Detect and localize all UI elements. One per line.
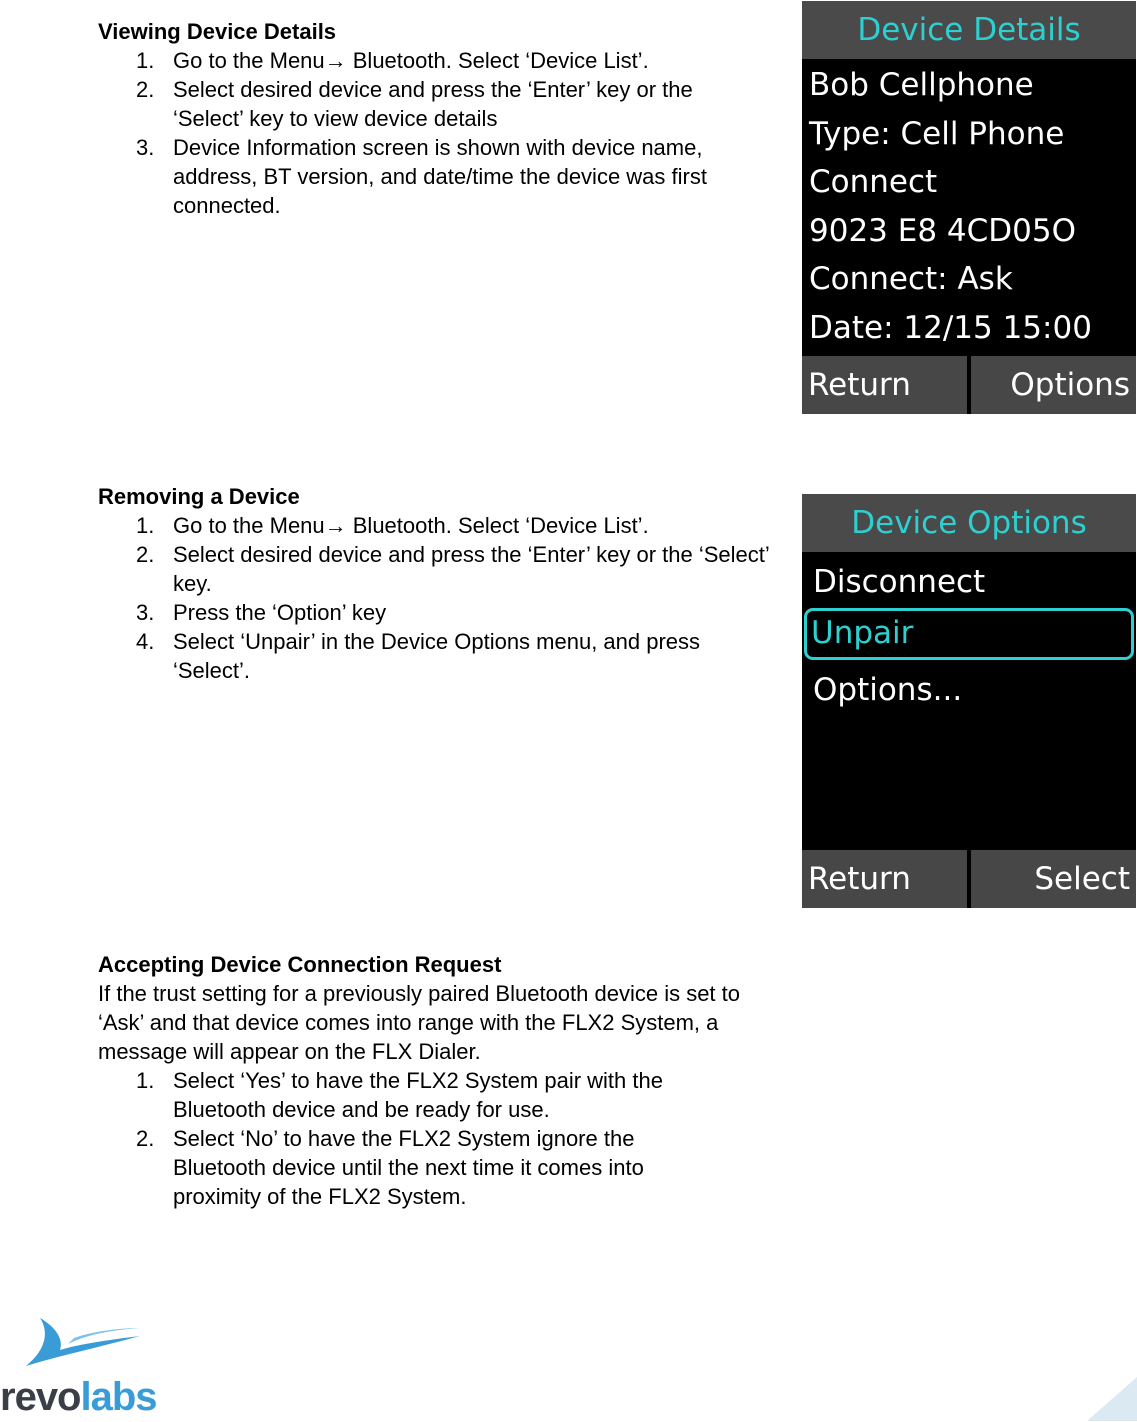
list-item: 3. Device Information screen is shown with device name, address, BT version, and date/time the device was first connected. <box>136 135 707 218</box>
revolabs-logo <box>0 1310 160 1421</box>
section-heading: Accepting Device Connection Request <box>98 952 502 977</box>
list-item: 4. Select ‘Unpair’ in the Device Options menu, and press ‘Select’. <box>136 629 701 683</box>
list-item: 2. Select desired device and press the ‘Enter’ key or the ‘Select’ key. <box>136 542 769 596</box>
connect-setting: Connect: Ask <box>809 261 1013 297</box>
section-accepting-connection <box>98 950 778 1211</box>
device-name: Bob Cellphone <box>809 67 1034 103</box>
return-softkey[interactable]: Return <box>802 356 967 414</box>
options-softkey[interactable]: Options <box>971 356 1136 414</box>
steps-list <box>98 46 778 220</box>
menu-item-unpair[interactable]: Unpair <box>804 608 1134 660</box>
menu-item-disconnect[interactable]: Disconnect <box>813 564 986 600</box>
list-item: 1. Go to the Menu→ Bluetooth. Select ‘Device List’. <box>136 48 649 73</box>
list-item: 1. Select ‘Yes’ to have the FLX2 System pair with the Bluetooth device and be ready for use. <box>136 1068 663 1122</box>
connect-status: Connect <box>809 164 938 200</box>
section-heading: Viewing Device Details <box>98 19 337 44</box>
softkey-bar <box>802 850 1136 908</box>
wave-logo-icon <box>18 1310 143 1372</box>
corner-decoration-icon <box>1087 1377 1137 1421</box>
device-type: Type: Cell Phone <box>809 115 1065 152</box>
menu-item-options[interactable]: Options... <box>813 672 963 708</box>
device-options-screen <box>802 494 1136 908</box>
steps-list <box>98 511 778 685</box>
screen-title: Device Options <box>802 494 1136 552</box>
steps-list <box>98 1066 778 1211</box>
connect-date: Date: 12/15 15:00 <box>809 309 1092 346</box>
list-item: 2. Select desired device and press the ‘Enter’ key or the ‘Select’ key to view device details <box>136 77 693 131</box>
section-heading: Removing a Device <box>98 484 300 509</box>
device-details-screen <box>802 1 1136 414</box>
softkey-bar <box>802 356 1136 414</box>
screen-title: Device Details <box>802 1 1136 59</box>
list-item: 3. Press the ‘Option’ key <box>136 600 387 625</box>
section-viewing-device-details <box>98 17 778 220</box>
device-address: 9023 E8 4CD05O <box>809 212 1076 249</box>
list-item: 1. Go to the Menu→ Bluetooth. Select ‘Device List’. <box>136 513 649 538</box>
return-softkey[interactable]: Return <box>802 850 967 908</box>
logo-wordmark: revolabs <box>0 1375 157 1419</box>
list-item: 2. Select ‘No’ to have the FLX2 System ignore the Bluetooth device until the next time it comes into proximity of the FLX2 System. <box>136 1126 644 1209</box>
section-removing-device <box>98 482 778 685</box>
select-softkey[interactable]: Select <box>971 850 1136 908</box>
section-intro: If the trust setting for a previously paired Bluetooth device is set to ‘Ask’ and that device comes into range with the FLX2 System, a message will appear on the FLX Dialer. <box>98 981 741 1064</box>
